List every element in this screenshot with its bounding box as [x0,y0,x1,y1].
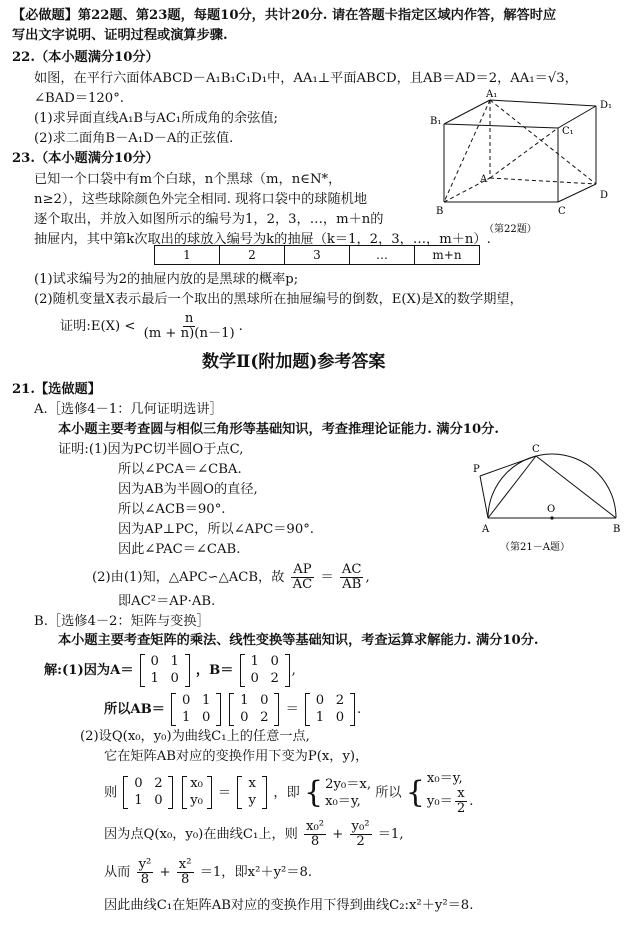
label-A: A [482,524,490,535]
fraction-denominator: AC [292,576,313,592]
q23-heading: 23.（本小题满分10分） [12,151,159,166]
punctuation: , [365,569,370,585]
vector-x0-y0: x₀ y₀ [182,776,212,809]
label-C: C [532,444,540,455]
equation-end: ＝1，即x²＋y²＝8. [199,864,313,880]
s21B-line7-lead: 从而 [104,864,131,880]
fraction-numerator: AC [341,562,362,577]
drawer-cell: m+n [415,246,480,265]
s21A-line2: 所以∠PCA＝∠CBA. [118,462,242,477]
equals-sign: ＝ [217,785,231,801]
plus-sign: + [159,864,171,880]
equation-system-1: { 2y₀＝x, x₀＝y, [303,774,372,810]
drawer-cell: 1 [155,246,220,265]
q23-prove-line [60,312,243,341]
matrix-B: 1 0 0 2 [229,693,279,726]
fraction-ysq-8: $\frac{\text{y²}}{8}$ [138,857,152,887]
instructions-line2: 写出文字说明、证明过程或演算步骤. [12,28,228,43]
label-C1: C₁ [562,126,574,137]
matrix-A: 0 1 1 0 [171,693,221,726]
vector-x-y: x y [237,776,267,809]
q23-stem-line4: 抽屉内，其中第k次取出的球放入编号为k的抽屉（k＝1，2，3，…，m＋n）. [34,232,491,247]
q22-figure [428,88,628,238]
q22-figure-caption: （第22题） [484,224,537,235]
equals-sign: ＝ [320,569,334,585]
matrix-A: 0 1 1 0 [140,654,190,687]
s21A-line5: 因为AP⊥PC，所以∠APC＝90°. [118,522,314,537]
s21B-line1 [44,654,296,687]
fraction-x0sq-8: $\frac{\text{x₀²}}{8}$ [306,819,325,849]
drawer-table [154,245,480,265]
s21B-line5 [104,770,473,816]
q23-prove-end: . [238,318,243,334]
q22-heading: 22.（本小题满分10分） [12,50,159,65]
s21B-line6-lead: 因为点Q(x₀，y₀)在曲线C₁上，则 [104,826,298,842]
q22-stem-line1: 如图，在平行六面体ABCD－A₁B₁C₁D₁中，AA₁⊥平面ABCD，且AB＝AD＝2，AA₁＝√3， [34,71,578,86]
s21A-line3: 因为AB为半圆O的直径, [118,482,258,497]
s21B-line8: 因此曲线C₁在矩阵AB对应的变换作用下得到曲线C₂:x²＋y²＝8. [104,898,474,913]
q23-part2: (2)随机变量X表示最后一个取出的黑球所在抽屉编号的倒数，E(X)是X的数学期望， [34,292,523,307]
q23-stem-line3: 逐个取出，并放入如图所示的编号为1，2，3，…，m＋n的 [34,212,384,227]
s21A-line1: 证明:(1)因为PC切半圆O于点C, [58,442,244,457]
equation-system-2: { x₀＝y, y₀＝ $\frac{x}{2}$ . [405,771,474,817]
s21A-part2-lead: (2)由(1)知，△APC∽△ACB，故 [92,569,285,585]
s21A-result: 即AC²＝AP·AB. [118,594,216,609]
drawer-cell: 3 [285,246,350,265]
drawer-cell: 2 [220,246,285,265]
s21A-figure-caption: （第21－A题） [500,542,570,553]
equals-sign: ＝ [285,702,299,717]
q23-prove-lead: 证明:E(X) < [60,318,136,334]
equation-end: ＝1, [377,826,404,842]
s21B-line4: 它在矩阵AB对应的变换作用下变为P(x，y)， [104,749,369,764]
s21A-figure [474,438,624,558]
punctuation: , [291,663,296,678]
label-A: A [480,174,488,185]
s21B-title: B.［选修4－2：矩阵与变换］ [34,614,210,629]
q22-part2: (2)求二面角B－A₁D－A的正弦值. [34,131,234,146]
fraction-denominator: AB [342,576,362,592]
fraction-y0sq-2: $\frac{\text{y₀²}}{2}$ [351,819,370,849]
s21A-intro: 本小题主要考查圆与相似三角形等基础知识，考查推理论证能力. 满分10分. [58,422,499,437]
q23-stem-line2: n≥2），这些球除颜色外完全相同. 现将口袋中的球随机地 [34,192,368,207]
s21A-title: A.［选修4－1：几何证明选讲］ [34,402,223,417]
q23-fraction [142,312,237,341]
label-P: P [473,464,480,475]
label-B1: B₁ [430,116,442,127]
s21A-part2 [92,563,370,592]
s21B-line1-lead: 解:(1)因为A＝ [44,663,134,678]
fraction-ap-ac [291,563,315,592]
fraction-numerator: AP [293,562,312,577]
q23-part1: (1)试求编号为2的抽屉内放的是黑球的概率p; [34,272,299,287]
connector-ji: ，即 [273,785,300,801]
s21B-line3: (2)设Q(x₀，y₀)为曲线C₁上的任意一点, [80,729,310,744]
label-D: D [600,190,609,201]
s21A-line4: 所以∠ACB＝90°. [118,502,226,517]
s21B-intro: 本小题主要考查矩阵的乘法、线性变换等基础知识，考查运算求解能力. 满分10分. [58,633,539,648]
q22-stem-line2: ∠BAD＝120°. [34,91,124,106]
s21B-line5-lead: 则 [104,785,118,801]
fraction-numerator: n [184,311,194,326]
punctuation: . [356,702,362,717]
s21B-line2-lead: 所以AB＝ [104,702,165,717]
connector-suoyi: 所以 [375,785,402,801]
s21A-line6: 因此∠PAC＝∠CAB. [118,542,241,557]
s21B-line7 [104,858,312,887]
plus-sign: + [332,826,344,842]
q23-stem-line1: 已知一个口袋中有m个白球，n个黑球（m，n∈N*， [34,172,342,187]
label-B: B [436,206,444,217]
fraction-denominator: (m + n)(n－1) [143,325,235,341]
matrix-B: 1 0 0 2 [240,654,290,687]
q22-part1: (1)求异面直线A₁B与AC₁所成角的余弦值; [34,111,278,126]
label-D1: D₁ [600,100,613,111]
s21B-line6 [104,820,404,849]
answer-title: 数学Ⅱ(附加题)参考答案 [202,352,386,372]
instructions-line1: 【必做题】第22题、第23题，每题10分，共计20分. 请在答题卡指定区域内作答，解答时应 [12,8,557,23]
label-O: O [547,504,556,515]
drawer-cell: … [350,246,415,265]
s21B-line2 [104,693,361,726]
s21B-line1-mid: ，B＝ [195,663,234,678]
s21-heading: 21.【选做题】 [12,382,101,397]
fraction-ac-ab [340,563,364,592]
matrix-AB: 0 2 1 0 [305,693,355,726]
label-A1: A₁ [486,89,498,100]
label-B: B [613,524,621,535]
matrix-AB: 0 2 1 0 [123,776,173,809]
fraction-xsq-8: $\frac{\text{x²}}{8}$ [178,857,192,887]
label-C: C [558,206,566,217]
